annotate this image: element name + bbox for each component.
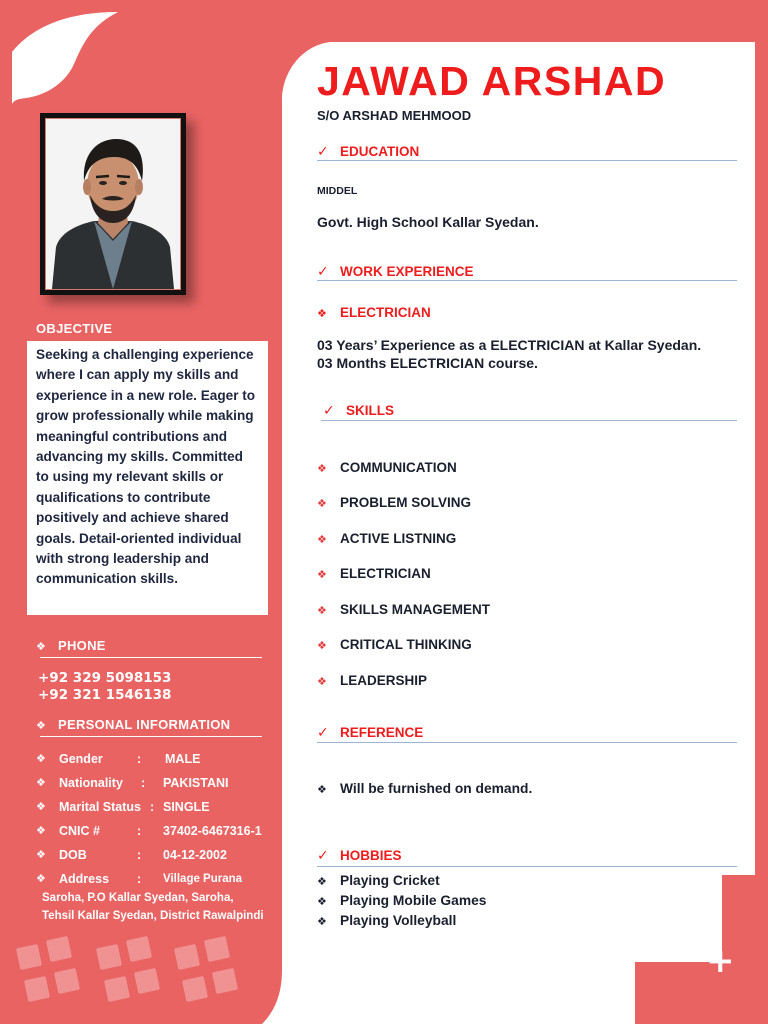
hobbies-heading: [317, 847, 402, 864]
personal-info-heading-label: PERSONAL INFORMATION: [58, 717, 231, 732]
deco-square: [24, 976, 50, 1002]
personal-value: Village Purana: [163, 873, 243, 885]
skill-label: CRITICAL THINKING: [340, 637, 472, 652]
education-heading-label: EDUCATION: [340, 144, 420, 159]
hobbies-rule: [317, 866, 737, 867]
hobby-label: Playing Volleyball: [340, 913, 457, 928]
left-border-strip: [0, 0, 12, 1024]
diamond-icon: ❖: [317, 308, 327, 320]
diamond-icon: ❖: [36, 777, 46, 789]
reference-rule: [317, 742, 737, 743]
skills-rule: [321, 420, 737, 421]
diamond-icon: ❖: [36, 873, 46, 885]
diamond-icon: ❖: [36, 641, 47, 653]
objective-text: Seeking a challenging experience where I can apply my skills and experience in a new role. Eager to grow professionally while making meaningful contributions and advancing my skills. Committed to using my relevant skills or qualifications to contribute positively and achieve shared goals. Detail-oriented individual with strong leadership and communication skills.: [36, 347, 256, 587]
education-heading: [317, 143, 419, 160]
diamond-icon: ❖: [317, 534, 327, 546]
hobby-label: Playing Cricket: [340, 873, 440, 888]
work-title-label: ELECTRICIAN: [340, 305, 431, 320]
diamond-icon: ❖: [317, 876, 327, 888]
hobby-label: Playing Mobile Games: [340, 893, 487, 908]
diamond-icon: ❖: [317, 463, 327, 475]
address-line-2: Tehsil Kallar Syedan, District Rawalpindi: [42, 910, 264, 922]
personal-value: 37402-6467316-1: [163, 824, 262, 838]
skill-label: PROBLEM SOLVING: [340, 495, 472, 510]
diamond-icon: ❖: [317, 640, 327, 652]
personal-info-heading: [36, 717, 230, 732]
reference-heading: [317, 724, 423, 741]
skill-label: ELECTRICIAN: [340, 566, 431, 581]
deco-square: [16, 944, 42, 970]
deco-square: [96, 944, 122, 970]
personal-label: DOB: [59, 848, 87, 862]
diamond-icon: ❖: [36, 801, 46, 813]
diamond-icon: ❖: [317, 896, 327, 908]
personal-label: Address: [59, 872, 110, 886]
skills-heading-label: SKILLS: [346, 403, 395, 418]
diamond-icon: ❖: [36, 753, 46, 765]
deco-square: [104, 976, 130, 1002]
personal-value: MALE: [165, 752, 201, 766]
education-level: MIDDEL: [317, 185, 358, 197]
candidate-name: JAWAD ARSHAD: [317, 58, 667, 104]
work-rule: [317, 280, 737, 281]
skill-label: SKILLS MANAGEMENT: [340, 602, 490, 617]
phone-rule: [40, 657, 262, 658]
skill-item: [317, 531, 456, 546]
diamond-icon: ❖: [36, 849, 46, 861]
deco-square: [46, 936, 72, 962]
personal-colon: :: [150, 800, 155, 814]
work-heading-label: WORK EXPERIENCE: [340, 264, 474, 279]
skill-item: [317, 460, 457, 475]
deco-square: [54, 968, 80, 994]
check-icon: ✓: [323, 402, 335, 418]
personal-colon: :: [137, 848, 142, 862]
profile-photo: [45, 118, 181, 290]
personal-value: PAKISTANI: [163, 776, 229, 790]
phone-heading-label: PHONE: [58, 638, 106, 653]
deco-square: [134, 968, 160, 994]
diamond-icon: ❖: [317, 605, 327, 617]
person-portrait-icon: [46, 119, 180, 289]
phone-number-2: +92 321 1546138: [38, 687, 172, 703]
deco-square: [204, 936, 230, 962]
work-title: [317, 305, 431, 320]
diamond-icon: ❖: [317, 676, 327, 688]
deco-square: [174, 944, 200, 970]
skill-item: [317, 637, 472, 652]
work-line-1: 03 Years’ Experience as a ELECTRICIAN at Kallar Syedan.: [317, 337, 702, 353]
deco-square: [212, 968, 238, 994]
objective-heading: OBJECTIVE: [36, 321, 113, 336]
skill-label: ACTIVE LISTNING: [340, 531, 457, 546]
diamond-icon: ❖: [317, 784, 327, 796]
hobby-item: [317, 893, 486, 908]
work-heading: [317, 263, 474, 280]
skills-heading: [323, 402, 394, 419]
deco-square: [126, 936, 152, 962]
personal-colon: :: [137, 824, 142, 838]
education-rule: [317, 160, 737, 161]
skill-item: [317, 673, 427, 688]
diamond-icon: ❖: [317, 569, 327, 581]
work-line-2: 03 Months ELECTRICIAN course.: [317, 355, 538, 371]
reference-text: Will be furnished on demand.: [340, 781, 533, 796]
skill-item: [317, 495, 471, 510]
skill-label: COMMUNICATION: [340, 460, 457, 475]
personal-label: Gender: [59, 752, 103, 766]
personal-colon: :: [137, 872, 142, 886]
deco-square: [182, 976, 208, 1002]
candidate-parent: S/O ARSHAD MEHMOOD: [317, 108, 472, 123]
reference-item: [317, 781, 532, 796]
reference-heading-label: REFERENCE: [340, 725, 424, 740]
diamond-icon: ❖: [317, 498, 327, 510]
personal-colon: :: [141, 776, 146, 790]
bottom-corner-piece: [262, 970, 282, 1024]
personal-colon: :: [137, 752, 142, 766]
personal-label: Nationality: [59, 776, 123, 790]
diamond-icon: ❖: [36, 720, 47, 732]
phone-number-1: +92 329 5098153: [38, 670, 172, 686]
phone-heading: [36, 638, 106, 653]
hobby-item: [317, 873, 440, 888]
personal-value: SINGLE: [163, 800, 210, 814]
hobbies-heading-label: HOBBIES: [340, 848, 402, 863]
address-line-1: Saroha, P.O Kallar Syedan, Saroha,: [42, 892, 234, 904]
personal-label: Marital Status: [59, 800, 141, 814]
personal-label: CNIC #: [59, 824, 100, 838]
check-icon: ✓: [317, 263, 329, 279]
personal-info-rule: [40, 736, 262, 737]
decorative-squares: [16, 936, 238, 1002]
diamond-icon: ❖: [317, 916, 327, 928]
objective-box: [27, 341, 268, 615]
check-icon: ✓: [317, 847, 329, 863]
skill-label: LEADERSHIP: [340, 673, 428, 688]
check-icon: ✓: [317, 724, 329, 740]
hobby-item: [317, 913, 456, 928]
plus-icon: +: [706, 941, 735, 981]
skill-item: [317, 602, 490, 617]
skill-item: [317, 566, 431, 581]
check-icon: ✓: [317, 143, 329, 159]
personal-value: 04-12-2002: [163, 848, 227, 862]
profile-photo-frame: [40, 113, 186, 295]
diamond-icon: ❖: [36, 825, 46, 837]
education-school: Govt. High School Kallar Syedan.: [317, 214, 539, 230]
